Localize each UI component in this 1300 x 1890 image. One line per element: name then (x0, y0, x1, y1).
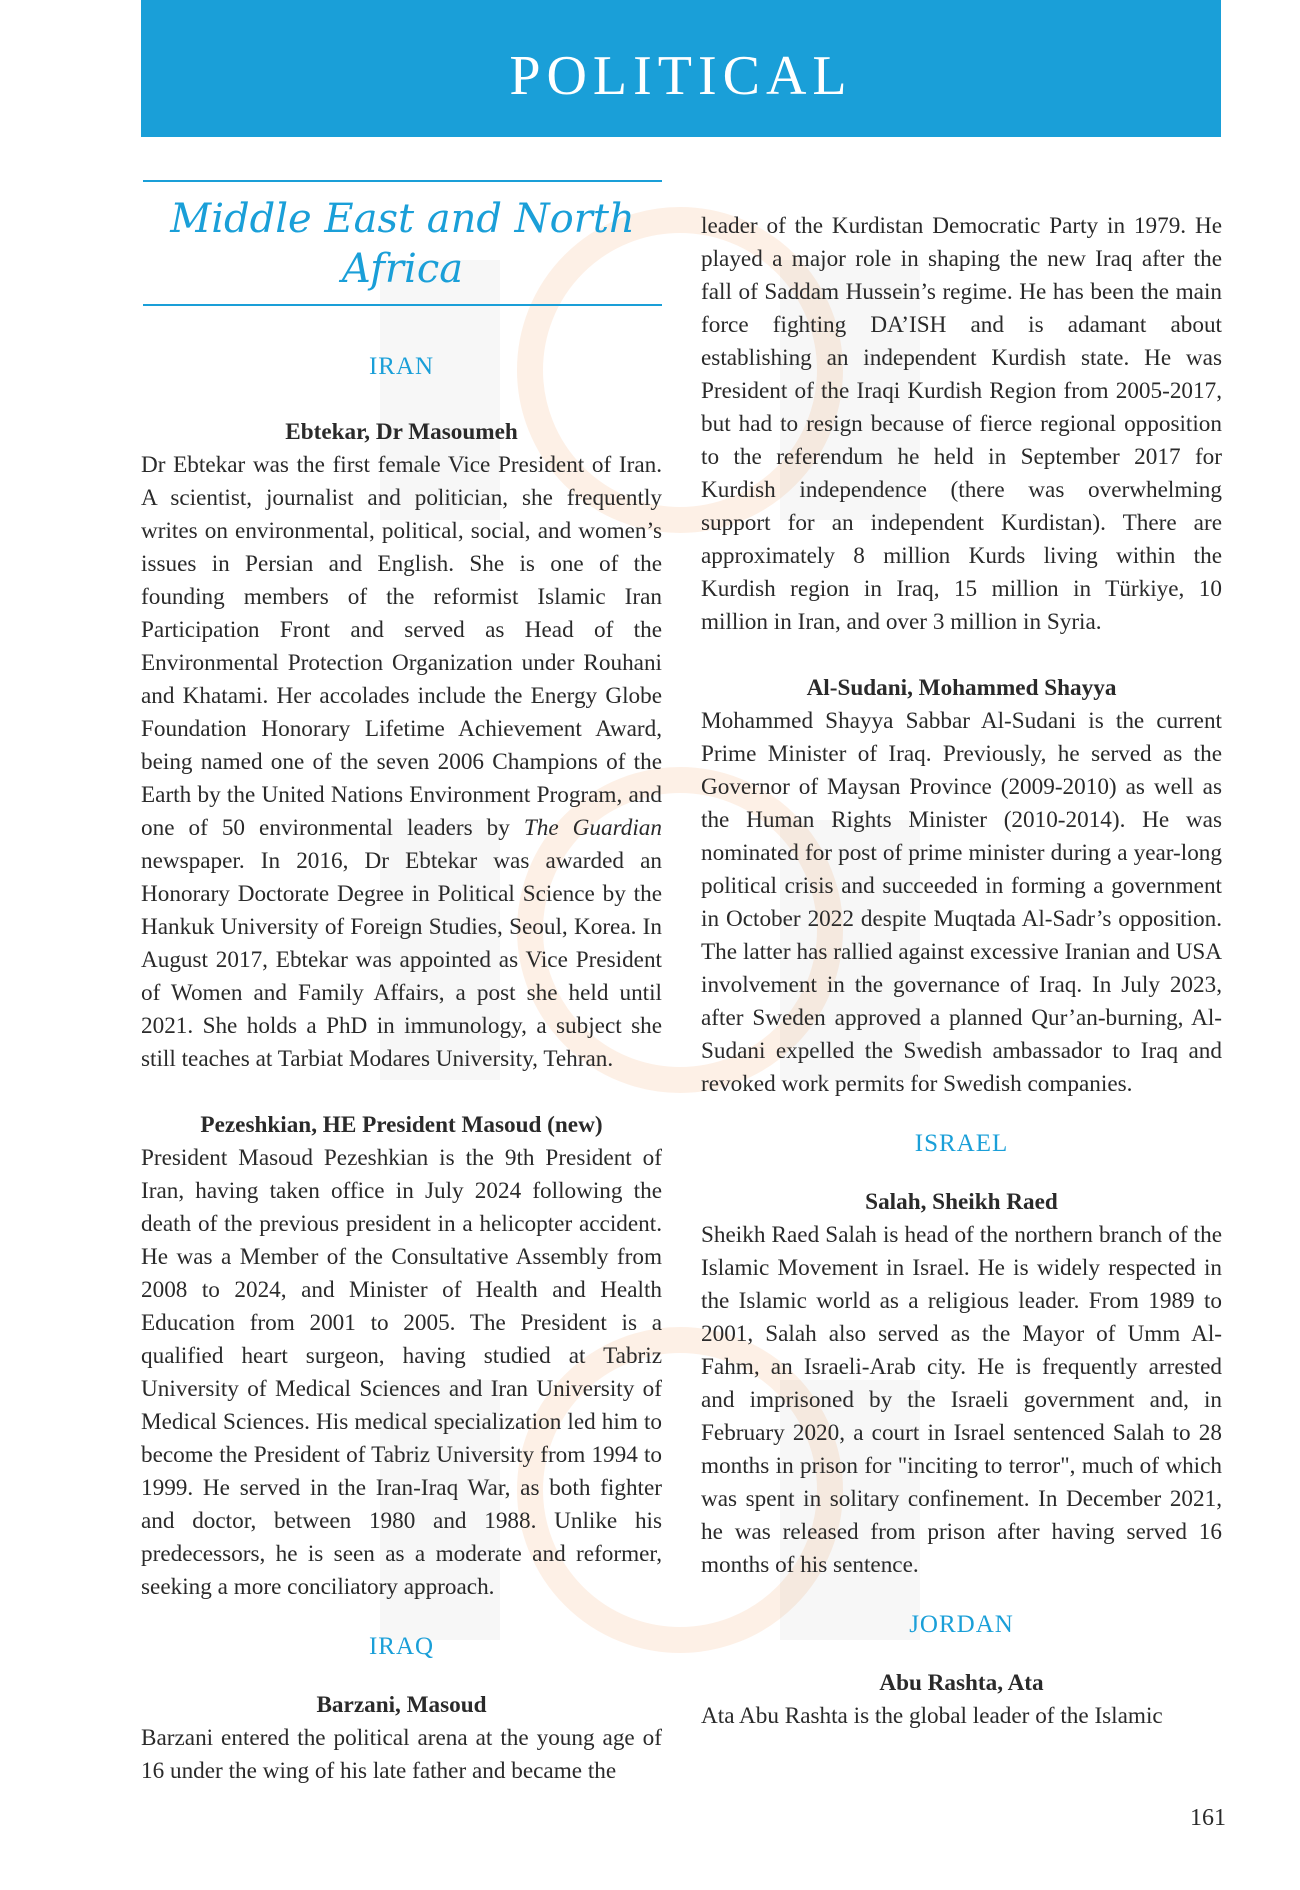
person-bio-ebtekar (141, 449, 662, 1076)
country-heading-jordan: JORDAN (909, 1611, 1014, 1638)
person-name-salah: Salah, Sheikh Raed (865, 1189, 1058, 1215)
person-bio-barzani-part1: Barzani entered the political arena at the young age of 16 under the wing of his late father and became the (141, 1725, 662, 1784)
person-bio-al-sudani: Mohammed Shayya Sabbar Al-Sudani is the current Prime Minister of Iraq. Previously, he served as the Governor of Maysan Province (2009-2010) as well as the Human Rights Minister (2010-2014). He was nominated for post of prime minister during a year-long political crisis and succeeded in forming a government in October 2022 despite Muqtada Al-Sadr’s opposition. The latter has rallied against excessive Iranian and USA involvement in the governance of Iraq. In July 2023, after Sweden approved a planned Qur’an-burning, Al-Sudani expelled the Swedish ambassador to Iraq and revoked work permits for Swedish companies. (701, 708, 1222, 1097)
region-title: Middle East and North Africa (143, 180, 662, 306)
person-bio-pezeshkian: President Masoud Pezeshkian is the 9th President of Iran, having taken office in July 2024 following the death of the previous president in a helicopter accident. He was a Member of the Consultative Assembly from 2008 to 2024, and Minister of Health and Health Education from 2001 to 2005. The President is a qualified heart surgeon, having studied at Tabriz University of Medical Sciences and Iran University of Medical Sciences. His medical specialization led him to become the President of Tabriz University from 1994 to 1999. He served in the Iran-Iraq War, as both fighter and doctor, between 1980 and 1988. Unlike his predecessors, he is seen as a moderate and reformer, seeking a more conciliatory approach. (141, 1145, 662, 1600)
section-title: POLITICAL (509, 44, 853, 107)
person-bio-salah: Sheikh Raed Salah is head of the northern branch of the Islamic Movement in Israel. He is widely respected in the Islamic world as a religious leader. From 1989 to 2001, Salah also served as the Mayor of Umm Al-Fahm, an Israeli-Arab city. He is frequently arrested and imprisoned by the Israeli government and, in February 2020, a court in Israel sentenced Salah to 28 months in prison for "inciting to terror", much of which was spent in solitary confinement. In December 2021, he was released from prison after having served 16 months of his sentence. (701, 1222, 1222, 1578)
person-bio-abu-rashta: Ata Abu Rashta is the global leader of the Islamic (701, 1703, 1163, 1729)
country-heading-iran: IRAN (368, 353, 435, 380)
page-number: 161 (1190, 1805, 1226, 1831)
bio-text: newspaper. In 2016, Dr Ebtekar was awarded an Honorary Doctorate Degree in Political Science by the Hankuk University of Foreign Studies, Seoul, Korea. In August 2017, Ebtekar was appointed as Vice President of Women and Family Affairs, a post she held until 2021. She holds a PhD in immunology, a subject she still teaches at Tarbiat Modares University, Tehran. (141, 848, 662, 1072)
person-name-pezeshkian: Pezeshkian, HE President Masoud (new) (200, 1112, 603, 1138)
section-banner (141, 0, 1221, 137)
bio-text: Dr Ebtekar was the first female Vice President of Iran. A scientist, journalist and politician, she frequently writes on environmental, political, social, and women’s issues in Persian and English. She is one of the founding members of the reformist Islamic Iran Participation Front and served as Head of the Environmental Protection Organization under Rouhani and Khatami. Her accolades include the Energy Globe Foundation Honorary Lifetime Achievement Award, being named one of the seven 2006 Champions of the Earth by the United Nations Environment Program, and one of 50 environmental leaders by (141, 452, 662, 841)
person-name-abu-rashta: Abu Rashta, Ata (879, 1670, 1044, 1696)
person-name-ebtekar: Ebtekar, Dr Masoumeh (285, 419, 518, 445)
right-column (701, 210, 1222, 1733)
person-name-barzani: Barzani, Masoud (316, 1692, 487, 1718)
country-heading-israel: ISRAEL (914, 1130, 1009, 1157)
country-heading-iraq: IRAQ (368, 1633, 435, 1660)
left-column (141, 180, 662, 1788)
person-name-al-sudani: Al-Sudani, Mohammed Shayya (806, 675, 1117, 701)
publication-title: The Guardian (523, 815, 662, 841)
person-bio-barzani-part2: leader of the Kurdistan Democratic Party in 1979. He played a major role in shaping the new Iraq after the fall of Saddam Hussein’s regime. He has been the main force fighting DA’ISH and is adamant about establishing an independent Kurdish state. He was President of the Iraqi Kurdish Region from 2005-2017, but had to resign because of fierce regional opposition to the referendum he held in September 2017 for Kurdish independence (there was overwhelming support for an independent Kurdistan). There are approximately 8 million Kurds living within the Kurdish region in Iraq, 15 million in Türkiye, 10 million in Iran, and over 3 million in Syria. (701, 213, 1222, 635)
